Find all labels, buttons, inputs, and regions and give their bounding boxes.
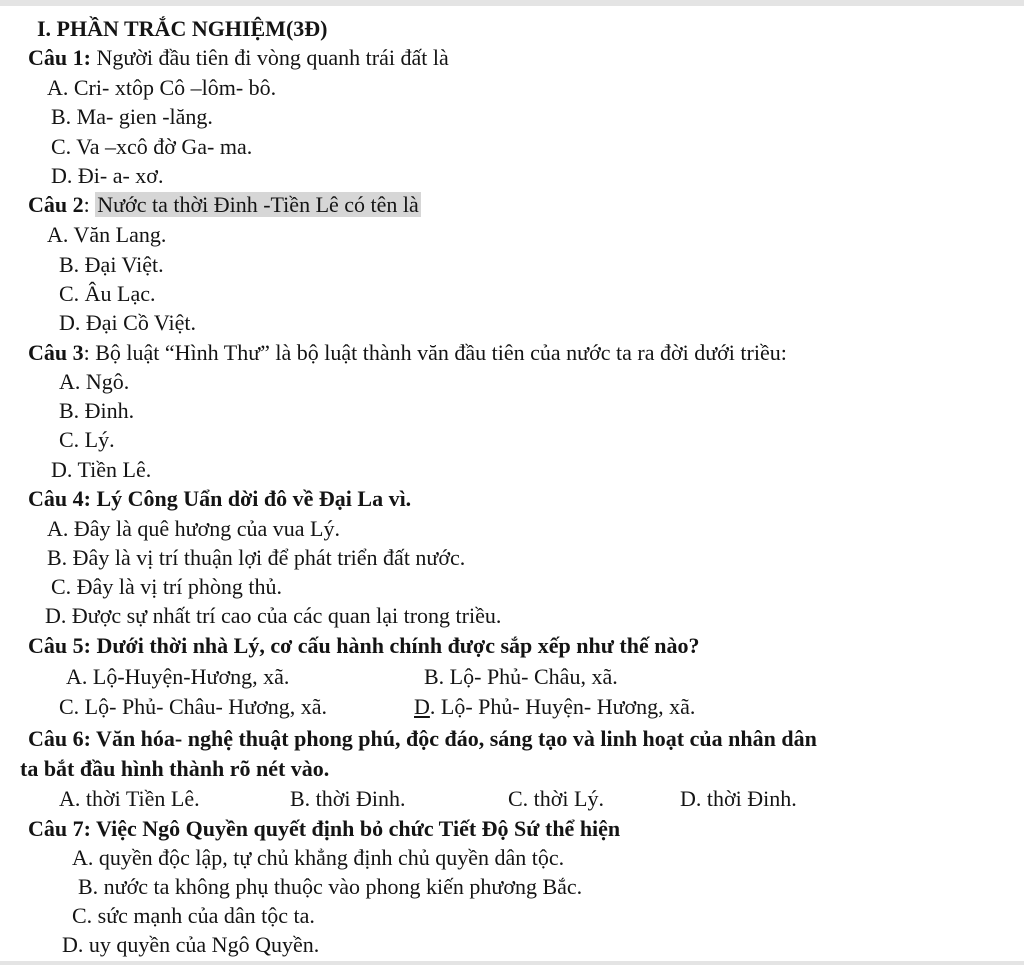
q5-option-d <box>414 694 695 720</box>
q3-option-c: C. Lý. <box>59 427 115 452</box>
question-3-label: Câu 3 <box>28 340 84 365</box>
question-4: Câu 4: Lý Công Uẩn dời đô về Đại La vì. <box>28 486 412 511</box>
q4-option-b: B. Đây là vị trí thuận lợi để phát triển đất nước. <box>47 545 466 570</box>
q6-option-b: B. thời Đinh. <box>290 786 406 811</box>
q1-option-c: C. Va –xcô đờ Ga- ma. <box>51 134 253 159</box>
bottom-border <box>0 961 1024 965</box>
q2-option-b: B. Đại Việt. <box>59 252 164 277</box>
q7-option-c: C. sức mạnh của dân tộc ta. <box>72 903 315 928</box>
question-7: Câu 7: Việc Ngô Quyền quyết định bỏ chức Tiết Độ Sứ thể hiện <box>28 816 621 841</box>
question-6-line-2: ta bắt đầu hình thành rõ nét vào. <box>20 756 330 781</box>
q5-option-a: A. Lộ-Huyện-Hương, xã. <box>66 664 290 689</box>
question-2: Câu 2: Nước ta thời Đinh -Tiền Lê có tên là <box>28 192 419 217</box>
question-3-text: : Bộ luật “Hình Thư” là bộ luật thành văn đầu tiên của nước ta ra đời dưới triều: <box>83 340 787 365</box>
q7-option-a: A. quyền độc lập, tự chủ khẳng định chủ quyền dân tộc. <box>72 845 565 870</box>
question-1-text: Người đầu tiên đi vòng quanh trái đất là <box>90 45 449 70</box>
q5-option-b: B. Lộ- Phủ- Châu, xã. <box>424 664 618 689</box>
section-title: I. PHẦN TRẮC NGHIỆM(3Đ) <box>37 16 328 41</box>
q1-option-b: B. Ma- gien -lăng. <box>51 104 213 129</box>
q5-option-d-letter: D <box>414 694 430 719</box>
question-3 <box>28 340 787 366</box>
q4-option-c: C. Đây là vị trí phòng thủ. <box>51 574 282 599</box>
q3-option-b: B. Đinh. <box>59 398 135 423</box>
question-5: Câu 5: Dưới thời nhà Lý, cơ cấu hành chính được sắp xếp như thế nào? <box>28 633 700 658</box>
q2-option-a: A. Văn Lang. <box>47 222 167 247</box>
q1-option-a: A. Cri- xtôp Cô –lôm- bô. <box>47 75 277 100</box>
top-border <box>0 0 1024 6</box>
question-1-label: Câu 1: <box>28 45 91 70</box>
question-2-text: Nước ta thời Đinh -Tiền Lê có tên là <box>97 192 419 217</box>
question-1 <box>28 45 449 71</box>
q3-option-a: A. Ngô. <box>59 369 130 394</box>
question-2-label: Câu 2 <box>28 192 84 217</box>
q5-option-c: C. Lộ- Phủ- Châu- Hương, xã. <box>59 694 327 719</box>
q4-option-a: A. Đây là quê hương của vua Lý. <box>47 516 340 541</box>
q4-option-d: D. Được sự nhất trí cao của các quan lại trong triều. <box>45 603 502 628</box>
q7-option-d: D. uy quyền của Ngô Quyền. <box>62 932 320 957</box>
q7-option-b: B. nước ta không phụ thuộc vào phong kiến phương Bắc. <box>78 874 583 899</box>
q6-option-d: D. thời Đinh. <box>680 786 797 811</box>
q2-option-c: C. Âu Lạc. <box>59 281 156 306</box>
question-6-line-1: Câu 6: Văn hóa- nghệ thuật phong phú, độc đáo, sáng tạo và linh hoạt của nhân dân <box>28 726 817 751</box>
q2-option-d: D. Đại Cồ Việt. <box>59 310 196 335</box>
q3-option-d: D. Tiền Lê. <box>51 457 152 482</box>
q5-option-d-text: . Lộ- Phủ- Huyện- Hương, xã. <box>429 694 696 719</box>
q6-option-c: C. thời Lý. <box>508 786 604 811</box>
q6-option-a: A. thời Tiền Lê. <box>59 786 200 811</box>
q1-option-d: D. Đi- a- xơ. <box>51 163 164 188</box>
